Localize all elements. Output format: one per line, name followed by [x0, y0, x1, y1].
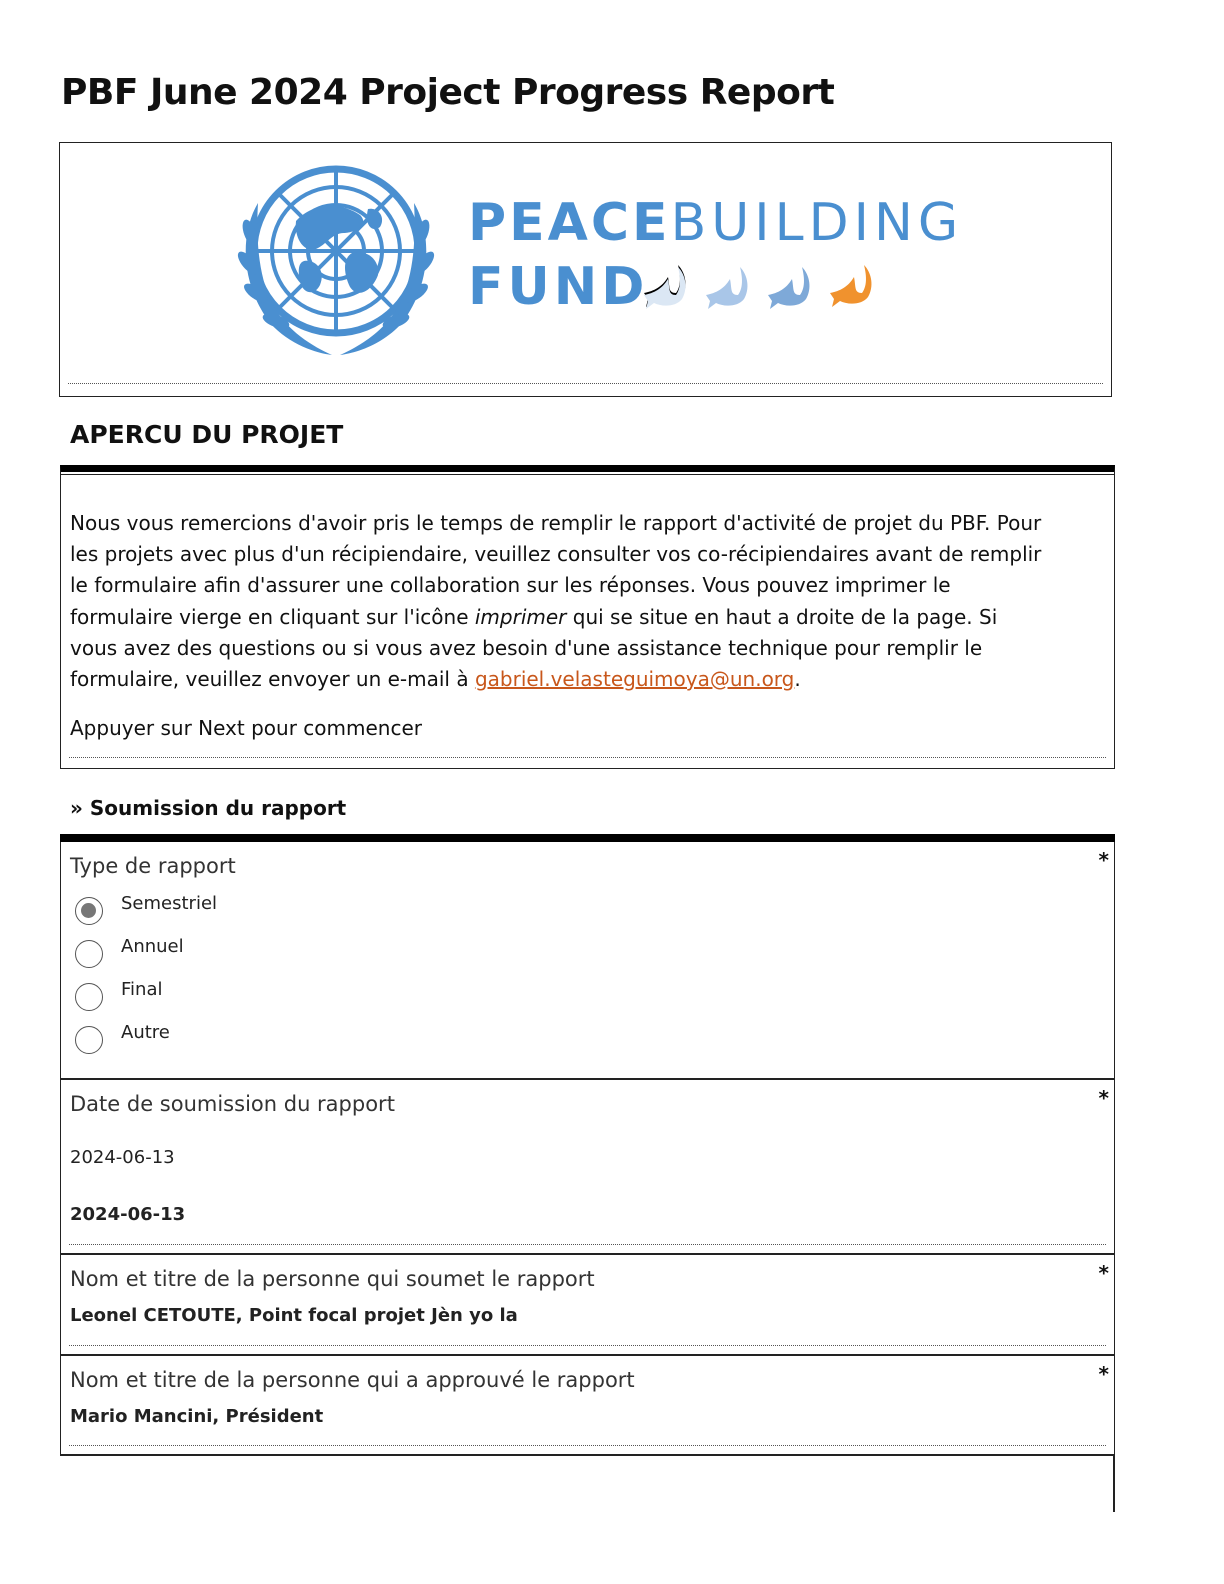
overview-paragraph: Nous vous remercions d'avoir pris le temps de remplir le rapport d'activité de projet du PBF. Pour les projets avec plus d'un récipiendaire, veuillez consulter vos co-récipiendaires avant de remplir le formulaire afin d'assurer une collaboration sur les réponses. Vous pouvez imprimer le formulaire vierge en cliquant sur l'icône imprimer qui se situe en haut a droite de la page. Si vous avez des questions ou si vous avez besoin d'une assistance technique pour remplir le formulaire, veuillez envoyer un e-mail à gabriel.velasteguimoya@un.org. — [70, 511, 1042, 692]
start-instruction: Appuyer sur Next pour commencer — [70, 716, 422, 740]
radio-label: Final — [121, 979, 163, 1000]
submitter-value: Leonel CETOUTE, Point focal projet Jèn yo la — [70, 1305, 518, 1326]
radio-unchecked-icon[interactable] — [75, 940, 103, 968]
radio-label: Annuel — [121, 936, 184, 957]
radio-checked-icon[interactable] — [75, 897, 103, 925]
overview-panel — [60, 465, 1115, 769]
radio-label: Semestriel — [121, 893, 218, 914]
required-marker: * — [1098, 1261, 1109, 1285]
dotted-divider — [68, 383, 1103, 384]
section-heading-overview: APERCU DU PROJET — [70, 420, 344, 449]
form-top-border — [60, 834, 1115, 842]
doves-icon — [640, 263, 880, 311]
un-emblem-icon — [220, 163, 452, 359]
submission-date-label: Date de soumission du rapport — [70, 1092, 395, 1116]
submission-date-field — [60, 1080, 1115, 1255]
submitter-field — [60, 1255, 1115, 1356]
logo-banner — [59, 142, 1112, 397]
wordmark-peace: PEACE — [468, 193, 671, 253]
section-heading-submission: » Soumission du rapport — [70, 796, 347, 820]
peacebuilding-fund-wordmark — [468, 193, 968, 323]
dotted-divider — [69, 1345, 1106, 1346]
required-marker: * — [1098, 1086, 1109, 1110]
approver-value: Mario Mancini, Président — [70, 1406, 324, 1427]
approver-label: Nom et titre de la personne qui a approuvé le rapport — [70, 1368, 635, 1392]
submission-date-value: 2024-06-13 — [70, 1204, 186, 1225]
wordmark-building: BUILDING — [670, 193, 964, 253]
radio-label: Autre — [121, 1022, 170, 1043]
report-type-label: Type de rapport — [70, 854, 236, 878]
support-email-link[interactable]: gabriel.velasteguimoya@un.org — [474, 667, 795, 692]
approver-field — [60, 1356, 1115, 1456]
page-title: PBF June 2024 Project Progress Report — [61, 72, 835, 113]
report-type-field — [60, 842, 1115, 1080]
radio-unchecked-icon[interactable] — [75, 983, 103, 1011]
form-continuation-border — [1113, 1454, 1115, 1512]
required-marker: * — [1098, 1362, 1109, 1386]
wordmark-fund: FUND — [468, 257, 649, 317]
radio-unchecked-icon[interactable] — [75, 1026, 103, 1054]
submission-date-input[interactable]: 2024-06-13 — [70, 1147, 175, 1168]
dotted-divider — [69, 1244, 1106, 1245]
print-keyword: imprimer — [474, 604, 567, 629]
submitter-label: Nom et titre de la personne qui soumet le rapport — [70, 1267, 595, 1291]
required-marker: * — [1098, 848, 1109, 872]
dotted-divider — [69, 1445, 1106, 1446]
dotted-divider — [69, 757, 1106, 758]
